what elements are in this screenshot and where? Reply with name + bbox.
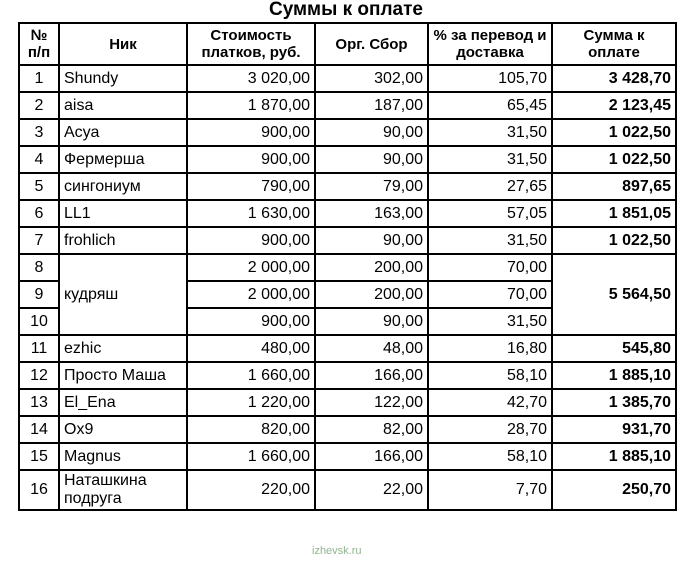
- row-fee: 90,00: [315, 227, 428, 254]
- row-nick: El_Ena: [59, 389, 187, 416]
- row-num: 9: [19, 281, 59, 308]
- row-cost: 480,00: [187, 335, 315, 362]
- table-row: [19, 416, 676, 443]
- row-num: 15: [19, 443, 59, 470]
- row-fee: 163,00: [315, 200, 428, 227]
- header-num: № п/п: [19, 23, 59, 65]
- row-total: 931,70: [552, 416, 676, 443]
- row-fee: 302,00: [315, 65, 428, 92]
- row-cost: 790,00: [187, 173, 315, 200]
- row-num: 10: [19, 308, 59, 335]
- table-row: [19, 119, 676, 146]
- row-total: 1 022,50: [552, 146, 676, 173]
- row-nick: Shundy: [59, 65, 187, 92]
- header-fee: Орг. Сбор: [315, 23, 428, 65]
- row-nick: LL1: [59, 200, 187, 227]
- row-nick: Magnus: [59, 443, 187, 470]
- row-cost: 1 660,00: [187, 362, 315, 389]
- table-row: [19, 362, 676, 389]
- row-transfer: 31,50: [428, 308, 552, 335]
- row-cost: 220,00: [187, 470, 315, 510]
- row-nick: Просто Маша: [59, 362, 187, 389]
- row-total: 545,80: [552, 335, 676, 362]
- row-transfer: 28,70: [428, 416, 552, 443]
- row-num: 7: [19, 227, 59, 254]
- row-transfer: 105,70: [428, 65, 552, 92]
- row-fee: 90,00: [315, 119, 428, 146]
- row-transfer: 42,70: [428, 389, 552, 416]
- table-row: [19, 200, 676, 227]
- row-total: 2 123,45: [552, 92, 676, 119]
- row-cost: 900,00: [187, 308, 315, 335]
- row-transfer: 70,00: [428, 281, 552, 308]
- row-fee: 48,00: [315, 335, 428, 362]
- row-total: 1 885,10: [552, 443, 676, 470]
- header-transfer: % за перевод и доставка: [428, 23, 552, 65]
- table-row: [19, 227, 676, 254]
- row-num: 2: [19, 92, 59, 119]
- row-fee: 90,00: [315, 146, 428, 173]
- row-num: 5: [19, 173, 59, 200]
- row-fee: 79,00: [315, 173, 428, 200]
- row-total: 897,65: [552, 173, 676, 200]
- table-row: [19, 173, 676, 200]
- table-row: [19, 146, 676, 173]
- row-total: 1 885,10: [552, 362, 676, 389]
- row-total: 5 564,50: [552, 254, 676, 335]
- row-total: 1 022,50: [552, 227, 676, 254]
- row-transfer: 58,10: [428, 362, 552, 389]
- table-row: [19, 470, 676, 510]
- row-transfer: 27,65: [428, 173, 552, 200]
- table-row: [19, 389, 676, 416]
- row-num: 8: [19, 254, 59, 281]
- row-cost: 1 220,00: [187, 389, 315, 416]
- row-cost: 900,00: [187, 119, 315, 146]
- row-nick: сингониум: [59, 173, 187, 200]
- table-row: [19, 65, 676, 92]
- row-cost: 1 660,00: [187, 443, 315, 470]
- row-transfer: 7,70: [428, 470, 552, 510]
- row-total: 1 851,05: [552, 200, 676, 227]
- row-fee: 166,00: [315, 362, 428, 389]
- row-num: 12: [19, 362, 59, 389]
- table-row: [19, 254, 676, 281]
- row-transfer: 31,50: [428, 119, 552, 146]
- row-transfer: 31,50: [428, 227, 552, 254]
- header-cost: Стоимость платков, руб.: [187, 23, 315, 65]
- row-fee: 90,00: [315, 308, 428, 335]
- row-transfer: 16,80: [428, 335, 552, 362]
- row-cost: 2 000,00: [187, 281, 315, 308]
- row-nick: Асуа: [59, 119, 187, 146]
- row-total: 1 022,50: [552, 119, 676, 146]
- row-cost: 1 630,00: [187, 200, 315, 227]
- table-row: [19, 443, 676, 470]
- row-num: 3: [19, 119, 59, 146]
- row-num: 14: [19, 416, 59, 443]
- row-fee: 187,00: [315, 92, 428, 119]
- row-transfer: 31,50: [428, 146, 552, 173]
- header-row: [19, 23, 676, 65]
- row-fee: 166,00: [315, 443, 428, 470]
- row-num: 4: [19, 146, 59, 173]
- row-fee: 200,00: [315, 254, 428, 281]
- watermark: izhevsk.ru: [312, 545, 362, 557]
- row-total: 3 428,70: [552, 65, 676, 92]
- row-nick: ezhic: [59, 335, 187, 362]
- row-cost: 900,00: [187, 146, 315, 173]
- header-total: Сумма к оплате: [552, 23, 676, 65]
- row-cost: 1 870,00: [187, 92, 315, 119]
- row-fee: 82,00: [315, 416, 428, 443]
- header-nick: Ник: [59, 23, 187, 65]
- row-transfer: 70,00: [428, 254, 552, 281]
- row-transfer: 65,45: [428, 92, 552, 119]
- row-cost: 2 000,00: [187, 254, 315, 281]
- row-nick: aisa: [59, 92, 187, 119]
- row-num: 1: [19, 65, 59, 92]
- row-fee: 22,00: [315, 470, 428, 510]
- table-row: [19, 92, 676, 119]
- row-num: 11: [19, 335, 59, 362]
- row-cost: 820,00: [187, 416, 315, 443]
- row-cost: 3 020,00: [187, 65, 315, 92]
- row-num: 13: [19, 389, 59, 416]
- row-total: 1 385,70: [552, 389, 676, 416]
- page-title: Суммы к оплате: [268, 0, 424, 20]
- row-nick: кудряш: [59, 254, 187, 335]
- row-nick: Наташкина подруга: [59, 470, 187, 510]
- row-total: 250,70: [552, 470, 676, 510]
- row-fee: 122,00: [315, 389, 428, 416]
- payment-table: [18, 22, 677, 511]
- row-nick: Фермерша: [59, 146, 187, 173]
- row-num: 6: [19, 200, 59, 227]
- row-transfer: 58,10: [428, 443, 552, 470]
- row-nick: frohlich: [59, 227, 187, 254]
- row-nick: Ox9: [59, 416, 187, 443]
- row-fee: 200,00: [315, 281, 428, 308]
- row-cost: 900,00: [187, 227, 315, 254]
- row-num: 16: [19, 470, 59, 510]
- table-row: [19, 335, 676, 362]
- row-transfer: 57,05: [428, 200, 552, 227]
